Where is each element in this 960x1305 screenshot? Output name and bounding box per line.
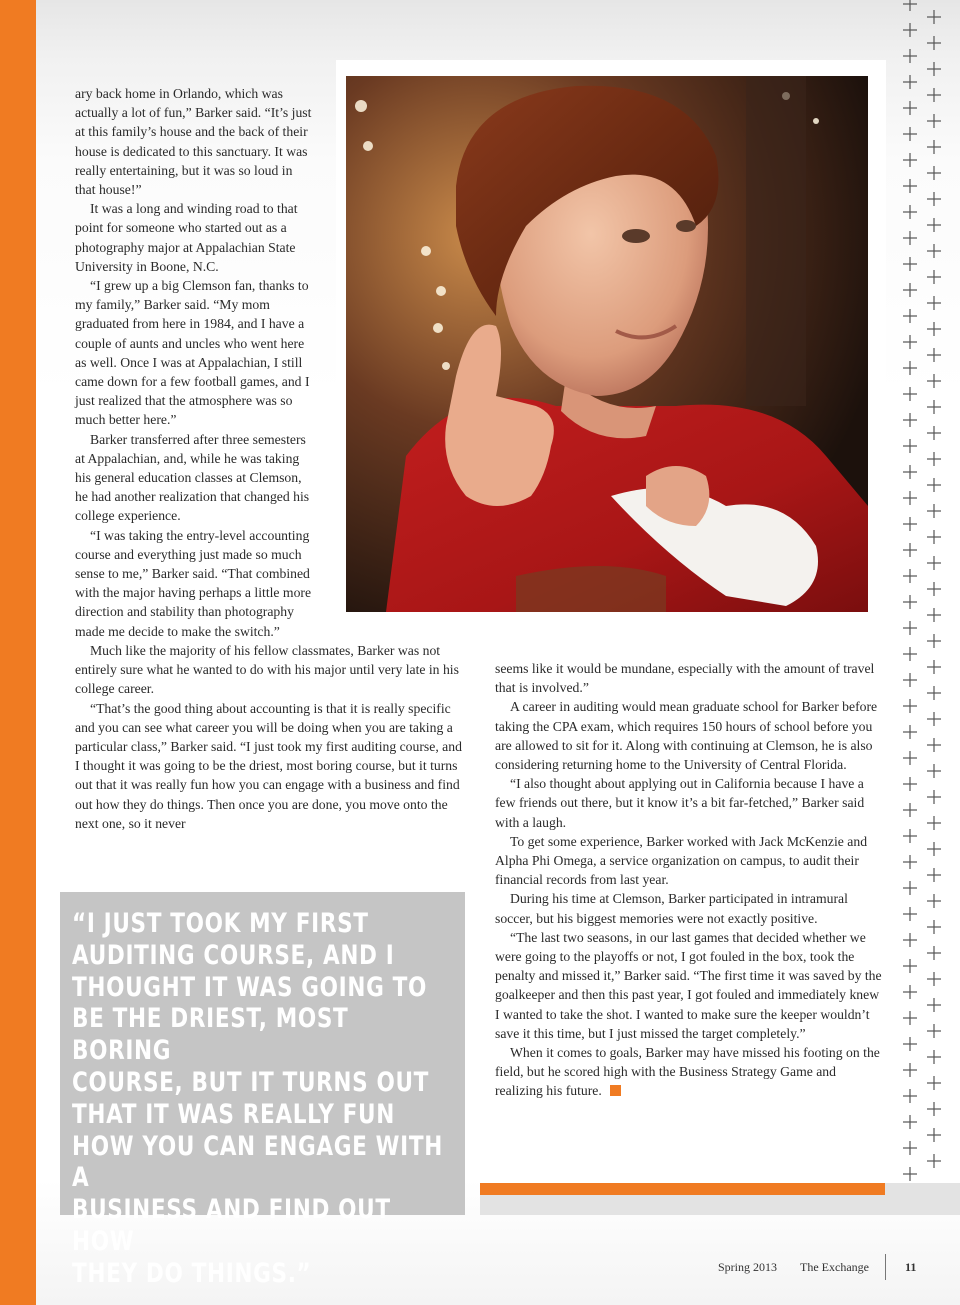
plus-icon bbox=[927, 62, 941, 76]
plus-icon bbox=[903, 309, 917, 323]
plus-icon bbox=[927, 114, 941, 128]
glass bbox=[516, 566, 666, 612]
pull-quote-line: THAT IT WAS REALLY FUN bbox=[72, 1098, 395, 1130]
paragraph-text: When it comes to goals, Barker may have missed his footing on the field, but he scored high with the Business Strategy Game and realizing his future. bbox=[495, 1045, 880, 1099]
plus-icon bbox=[927, 1024, 941, 1038]
plus-icon bbox=[903, 881, 917, 895]
plus-icon bbox=[903, 491, 917, 505]
plus-icon bbox=[903, 855, 917, 869]
plus-icon bbox=[927, 36, 941, 50]
plus-icon bbox=[927, 764, 941, 778]
plus-icon bbox=[903, 517, 917, 531]
plus-icon bbox=[927, 712, 941, 726]
paragraph: To get some experience, Barker worked with Jack McKenzie and Alpha Phi Omega, a service organization on campus, to audit their financial records from last year. bbox=[495, 833, 868, 888]
article-left-column bbox=[75, 84, 465, 833]
pull-quote-line: COURSE, BUT IT TURNS OUT bbox=[72, 1066, 430, 1098]
plus-icon bbox=[903, 127, 917, 141]
plus-icon bbox=[903, 647, 917, 661]
paragraph: “That’s the good thing about accounting is that it is really specific and you can see what career you will be doing when you are taking a particular class,” Barker said. “I just took my first auditing course, and I thought it was going to be the driest, most boring course, but it turns out that it was really fun how you can engage with a business and find out how they do things. Then once you are done, you move onto the next one, so it never bbox=[75, 700, 462, 831]
paragraph-last bbox=[495, 1043, 887, 1101]
paragraph: seems like it would be mundane, especially with the amount of travel that is involved.” bbox=[495, 661, 875, 696]
plus-icon bbox=[927, 660, 941, 674]
plus-icon bbox=[903, 829, 917, 843]
orange-square-icon bbox=[610, 1085, 621, 1096]
plus-icon bbox=[903, 335, 917, 349]
plus-icon bbox=[927, 400, 941, 414]
plus-icon bbox=[903, 725, 917, 739]
paragraph: ary back home in Orlando, which was actually a lot of fun,” Barker said. “It’s just at this family’s house and the back of their house is dedicated to this sanctuary. It was really entertaining, but it was so loud in that house!” bbox=[75, 86, 312, 198]
plus-icon bbox=[903, 959, 917, 973]
plus-icon bbox=[903, 465, 917, 479]
plus-icon bbox=[903, 101, 917, 115]
plus-icon bbox=[927, 998, 941, 1012]
plus-icon bbox=[903, 439, 917, 453]
plus-icon bbox=[903, 1063, 917, 1077]
plus-icon bbox=[927, 166, 941, 180]
plus-icon bbox=[927, 374, 941, 388]
plus-icon bbox=[927, 972, 941, 986]
plus-icon bbox=[903, 387, 917, 401]
page-number: 11 bbox=[905, 1260, 917, 1274]
paragraph: Barker transferred after three semesters at Appalachian, and, while he was taking his general education classes at Clemson, he had another realization that changed his college experience. bbox=[75, 431, 310, 524]
pull-quote-line: “I JUST TOOK MY FIRST bbox=[72, 908, 369, 939]
paragraph: It was a long and winding road to that point for someone who started out as a photography major at Appalachian State University in Boone, N.C. bbox=[75, 201, 298, 274]
pull-quote-line: BE THE DRIEST, MOST BORING bbox=[72, 1003, 349, 1067]
plus-icon bbox=[927, 296, 941, 310]
pull-quote-line: HOW YOU CAN ENGAGE WITH A bbox=[72, 1130, 443, 1194]
plus-icon bbox=[927, 270, 941, 284]
footer-magazine-name: The Exchange bbox=[800, 1260, 869, 1274]
footer-issue: Spring 2013 bbox=[718, 1260, 778, 1274]
paragraph: “The last two seasons, in our last games that decided whether we were going to the playoffs or not, I got fouled in the box, took the penalty and missed it,” Barker said. “The first time it was saved by the goalkeeper and then this past year, I got fouled and immediately knew I wanted to take the shot. I wanted to make sure the keeper wouldn’t save it this time, but I just missed the target completely.” bbox=[495, 929, 882, 1041]
paragraph: “I grew up a big Clemson fan, thanks to my family,” Barker said. “My mom graduated from here in 1984, and I have a couple of aunts and uncles who went here as well. Once I was at Appalachian, I still came down for a few football games, and I just realized that the atmosphere was so much better here.” bbox=[75, 278, 310, 428]
plus-icon bbox=[903, 205, 917, 219]
paragraph: During his time at Clemson, Barker participated in intramural soccer, but his biggest memories were not exactly positive. bbox=[495, 891, 848, 926]
plus-icon bbox=[927, 218, 941, 232]
plus-icon bbox=[927, 816, 941, 830]
plus-icon bbox=[903, 1089, 917, 1103]
pull-quote-line: AUDITING COURSE, AND I bbox=[72, 939, 395, 971]
plus-icon bbox=[903, 673, 917, 687]
plus-icon bbox=[927, 608, 941, 622]
page-footer bbox=[0, 1260, 960, 1280]
plus-icon bbox=[903, 595, 917, 609]
plus-icon bbox=[903, 361, 917, 375]
plus-icon bbox=[927, 504, 941, 518]
pull-quote-text bbox=[72, 908, 448, 1290]
article-right-column bbox=[495, 659, 887, 1101]
plus-icon bbox=[927, 192, 941, 206]
plus-icon bbox=[903, 1141, 917, 1155]
plus-icon bbox=[903, 75, 917, 89]
plus-icon bbox=[903, 933, 917, 947]
plus-icon bbox=[903, 231, 917, 245]
paragraph: Much like the majority of his fellow classmates, Barker was not entirely sure what he wanted to do with his major until very late in his college career. bbox=[75, 642, 459, 697]
plus-icon bbox=[927, 842, 941, 856]
plus-icon bbox=[903, 907, 917, 921]
plus-icon bbox=[903, 985, 917, 999]
plus-icon bbox=[903, 777, 917, 791]
plus-icon bbox=[927, 556, 941, 570]
plus-icon bbox=[927, 348, 941, 362]
plus-icon bbox=[903, 153, 917, 167]
plus-icon bbox=[927, 946, 941, 960]
plus-icon bbox=[927, 1128, 941, 1142]
plus-icon bbox=[927, 634, 941, 648]
plus-icon bbox=[927, 244, 941, 258]
plus-icon bbox=[927, 1102, 941, 1116]
plus-icon bbox=[927, 426, 941, 440]
plus-icon bbox=[927, 790, 941, 804]
plus-icon bbox=[903, 621, 917, 635]
pull-quote-line: BUSINESS AND FIND OUT HOW bbox=[72, 1194, 391, 1257]
plus-icon bbox=[927, 140, 941, 154]
footer-separator bbox=[885, 1254, 886, 1280]
plus-icon bbox=[927, 1050, 941, 1064]
plus-icon bbox=[927, 478, 941, 492]
plus-icon bbox=[903, 283, 917, 297]
plus-icon bbox=[927, 686, 941, 700]
plus-icon bbox=[903, 1167, 917, 1181]
plus-icon bbox=[927, 738, 941, 752]
plus-icon bbox=[903, 49, 917, 63]
pull-quote-box bbox=[60, 892, 465, 1289]
plus-icon bbox=[903, 699, 917, 713]
plus-pattern-column bbox=[896, 0, 956, 1186]
plus-icon bbox=[927, 582, 941, 596]
paragraph: “I was taking the entry-level accounting course and everything just made so much sense to me,” Barker said. “That combined with the major having perhaps a little more direction and stability than photography made me decide to make the switch.” bbox=[75, 527, 312, 639]
plus-icon bbox=[927, 868, 941, 882]
pull-quote-line: THEY DO THINGS.” bbox=[72, 1257, 312, 1289]
plus-icon bbox=[903, 1037, 917, 1051]
plus-icon bbox=[927, 88, 941, 102]
plus-icon bbox=[903, 257, 917, 271]
background-pillar bbox=[746, 76, 806, 406]
plus-icon bbox=[903, 543, 917, 557]
divider-orange-bar bbox=[480, 1183, 885, 1195]
plus-icon bbox=[927, 920, 941, 934]
plus-icon bbox=[903, 1011, 917, 1025]
plus-icon bbox=[903, 1115, 917, 1129]
plus-icon bbox=[927, 530, 941, 544]
plus-icon bbox=[903, 23, 917, 37]
plus-icon bbox=[927, 322, 941, 336]
plus-icon bbox=[927, 894, 941, 908]
plus-icon bbox=[927, 452, 941, 466]
plus-icon bbox=[927, 1154, 941, 1168]
pull-quote-line: THOUGHT IT WAS GOING TO bbox=[72, 971, 427, 1003]
paragraph: A career in auditing would mean graduate school for Barker before taking the CPA exam, which requires 150 hours of school before you are allowed to sit for it. Along with continuing at Clemson, he is also considering returning home to the University of Central Florida. bbox=[495, 699, 878, 773]
plus-icon bbox=[903, 751, 917, 765]
plus-icon bbox=[903, 413, 917, 427]
plus-icon bbox=[903, 0, 917, 11]
plus-icon bbox=[927, 10, 941, 24]
plus-icon bbox=[903, 179, 917, 193]
plus-icon bbox=[903, 569, 917, 583]
orange-side-bar bbox=[0, 0, 36, 1305]
paragraph: “I also thought about applying out in California because I have a few friends out there, but it know it’s a bit far-fetched,” Barker said with a laugh. bbox=[495, 776, 865, 830]
plus-icon bbox=[927, 1076, 941, 1090]
plus-icon bbox=[903, 803, 917, 817]
